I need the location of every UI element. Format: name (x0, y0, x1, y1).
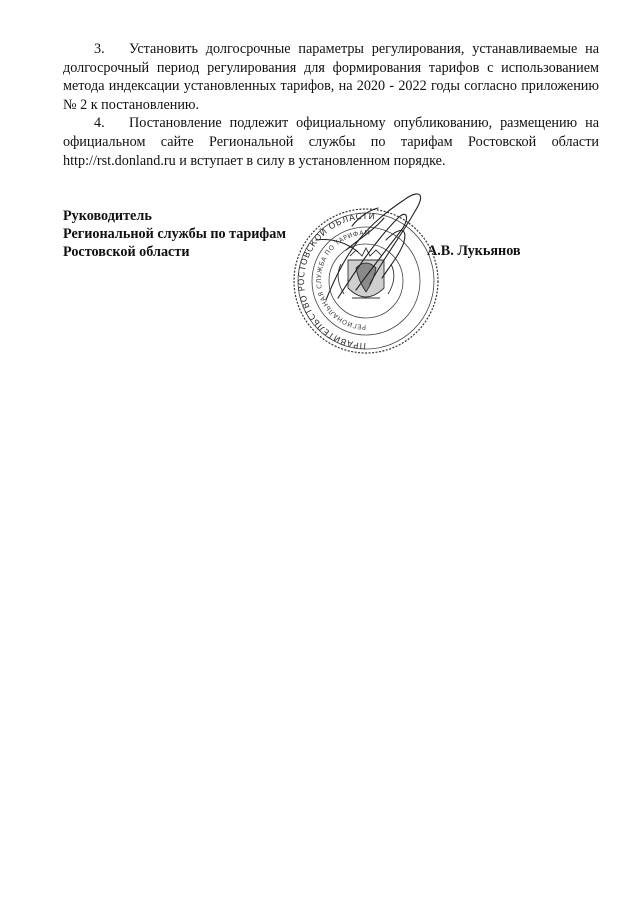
seal-ring-4 (329, 244, 403, 318)
signer-position-line-2: Региональной службы по тарифам (63, 225, 287, 242)
official-seal-with-signature (286, 180, 446, 360)
seal-outer-ring (294, 209, 438, 353)
signer-name: А.В. Лукьянов (427, 243, 521, 259)
seal-ring-2 (298, 213, 434, 349)
paragraph-4-text: Постановление подлежит официальному опубликованию, размещению на официальном сайте Региональной службы по тарифам Ростовской области http://rst.donland.ru и вступает в силу в установленном порядке. (63, 115, 599, 169)
seal-ring-3 (312, 227, 420, 335)
seal-coat-of-arms (338, 248, 394, 298)
signer-position (63, 208, 286, 261)
document-body (63, 40, 599, 170)
seal-outer-text: ПРАВИТЕЛЬСТВО РОСТОВСКОЙ ОБЛАСТИ (297, 211, 376, 351)
paragraph-3-number: 3. (94, 41, 105, 57)
signer-position-line-3: Ростовской области (63, 243, 190, 260)
paragraph-4-number: 4. (94, 115, 105, 132)
seal-inner-text: РЕГИОНАЛЬНАЯ СЛУЖБА ПО ТАРИФАМ (315, 228, 371, 332)
handwritten-signature (316, 194, 421, 300)
signer-position-line-1: Руководитель (63, 208, 152, 224)
paragraph-4 (63, 114, 599, 170)
paragraph-3-text: Установить долгосрочные параметры регулирования, устанавливаемые на долгосрочный период регулирования для формирования тарифов с использованием метода индексации установленных тарифов, на 2020 - 2022 годы согласно приложению № 2 к постановлению. (63, 41, 599, 113)
paragraph-3 (63, 40, 599, 114)
